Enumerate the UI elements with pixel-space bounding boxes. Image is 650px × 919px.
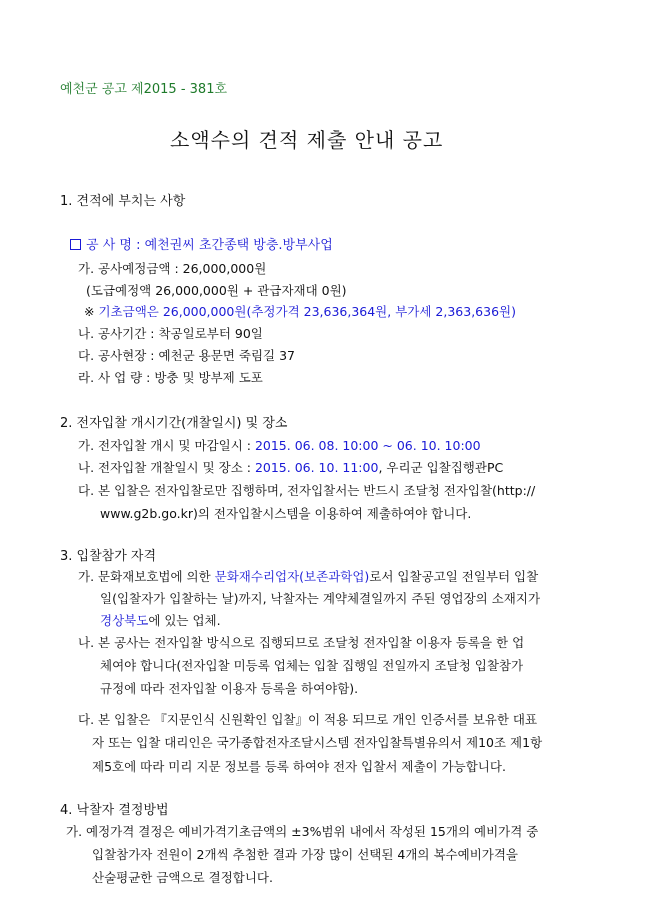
item-1b: 나. 공사기간 : 착공일로부터 90일 [78,326,263,341]
project-name [70,234,333,253]
item-3b-line2: 체여야 합니다(전자입찰 미등록 업체는 입찰 집행일 전일까지 조달청 입찰참가 [100,658,524,673]
item-3a-line3 [100,611,221,629]
item-3a-line3-post: 에 있는 업체. [148,613,221,628]
page-title: 소액수의 견적 제출 안내 공고 [170,128,444,152]
section-3-heading: 3. 입찰참가 자격 [60,549,157,564]
item-2b-label: 나. 전자입찰 개찰일시 및 장소 : [78,460,255,475]
license-type: 문화재수리업자(보존과학업) [214,569,370,584]
item-3a-line2: 일(입찰자가 입찰하는 날)까지, 낙찰자는 계약체결일까지 주된 영업장의 소재지가 [100,591,541,606]
project-name-text: 공 사 명 : 예천권씨 초간종택 방충.방부사업 [86,238,333,253]
item-2c-line2: www.g2b.go.kr)의 전자입찰시스템을 이용하여 제출하여야 합니다. [100,506,472,521]
item-4a-line3: 산술평균한 금액으로 결정합니다. [92,870,273,885]
notice-number: 예천군 공고 제2015 - 381호 [60,82,228,97]
item-2a-label: 가. 전자입찰 개시 및 마감일시 : [78,438,255,453]
item-4a-line2: 입찰참가자 전원이 2개씩 추첨한 결과 가장 많이 선택된 4개의 복수예비가격을 [92,847,518,862]
item-2a [78,436,481,454]
item-3a-post: 로서 입찰공고일 전일부터 입찰 [369,569,539,584]
item-1-note [84,302,516,320]
checkbox-square-icon [70,239,81,250]
section-4-heading: 4. 낙찰자 결정방법 [60,803,169,818]
item-3a-pre: 가. 문화재보호법에 의한 [78,569,215,584]
item-1c: 다. 공사현장 : 예천군 용문면 죽림길 37 [78,348,295,363]
base-amount-note: 기초금액은 26,000,000원(추정가격 23,636,364원, 부가세 2,363,636원) [98,304,516,319]
item-1a-detail: (도급예정액 26,000,000원 + 관급자재대 0원) [86,283,347,298]
item-1a: 가. 공사예정금액 : 26,000,000원 [78,261,267,276]
item-3c-line3: 제5호에 따라 미리 지문 정보를 등록 하여야 전자 입찰서 제출이 가능합니다. [92,759,506,774]
item-3b-line1: 나. 본 공사는 전자입찰 방식으로 집행되므로 조달청 전자입찰 이용자 등록을 한 업 [78,635,525,650]
item-2b-value: 2015. 06. 10. 11:00 [254,460,379,475]
item-3c-line2: 자 또는 입찰 대리인은 국가종합전자조달시스템 전자입찰특별유의서 제10조 제1항 [92,735,543,750]
item-3a-line1 [78,567,538,585]
item-3b-line3: 규정에 따라 전자입찰 이용자 등록을 하여야함). [100,681,359,696]
region-name: 경상북도 [100,613,149,628]
section-2-heading: 2. 전자입찰 개시기간(개찰일시) 및 장소 [60,416,288,431]
section-1-heading: 1. 견적에 부치는 사항 [60,194,186,209]
item-1d: 라. 사 업 량 : 방충 및 방부제 도포 [78,370,263,385]
item-4a-line1: 가. 예정가격 결정은 예비가격기초금액의 ±3%범위 내에서 작성된 15개의 예비가격 중 [66,824,539,839]
reference-mark: ※ [84,304,95,319]
item-2b-tail: , 우리군 입찰집행관PC [378,460,504,475]
item-2b [78,458,503,476]
item-2c-line1: 다. 본 입찰은 전자입찰로만 집행하며, 전자입찰서는 반드시 조달청 전자입찰(http:// [78,483,536,498]
item-3c-line1: 다. 본 입찰은 『지문인식 신원확인 입찰』이 적용 되므로 개인 인증서를 보유한 대표 [78,712,538,727]
item-2a-value: 2015. 06. 08. 10:00 ~ 06. 10. 10:00 [254,438,481,453]
